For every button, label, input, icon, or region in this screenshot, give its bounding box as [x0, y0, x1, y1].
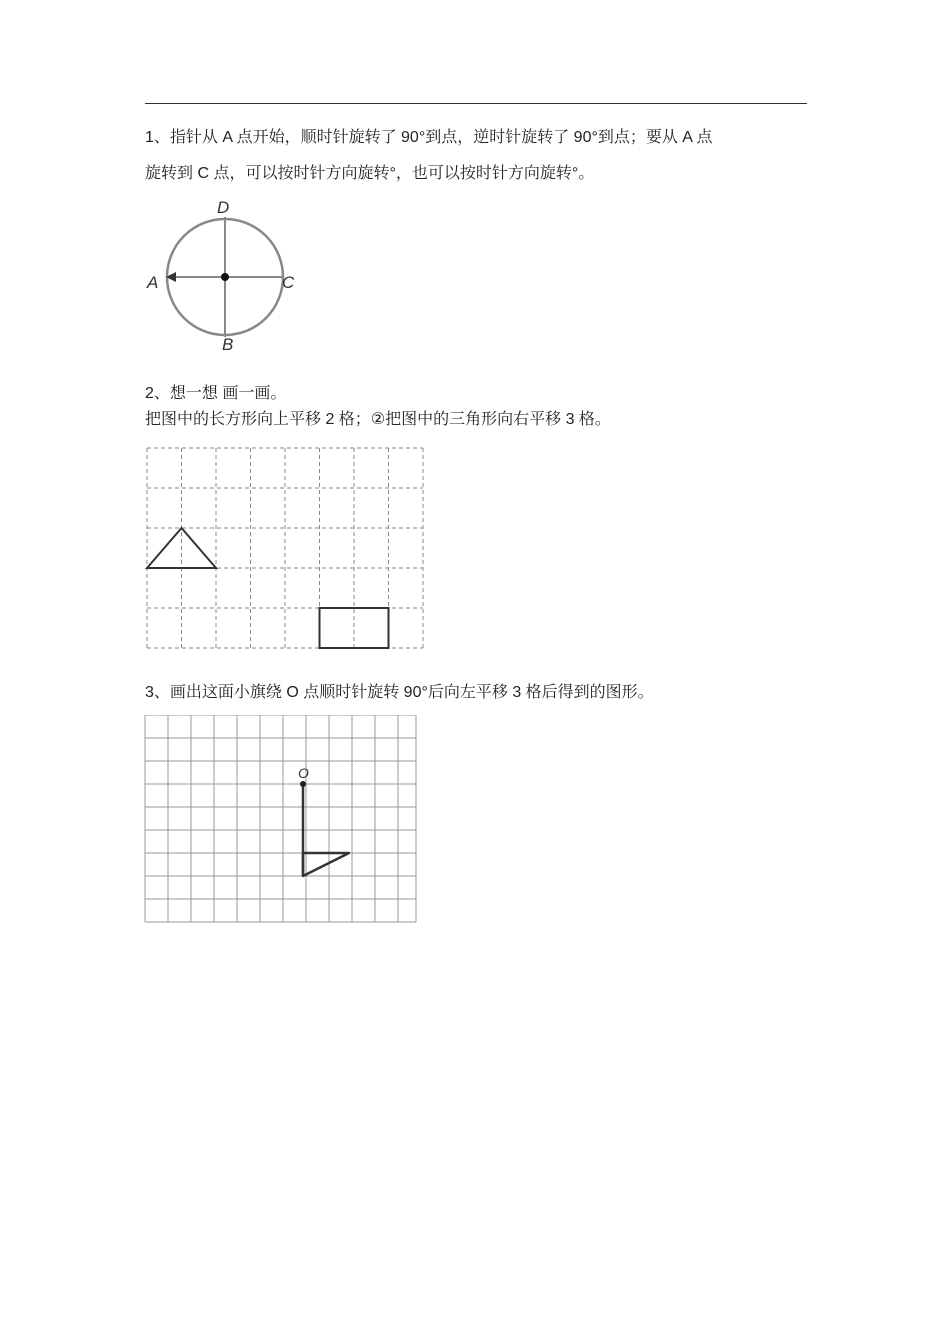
solid-grid [145, 715, 416, 922]
q2-text-line2: 把图中的长方形向上平移 2 格；②把图中的三角形向右平移 3 格。 [145, 411, 611, 428]
dashed-grid [147, 448, 423, 648]
center-dot [221, 273, 229, 281]
q1-clock-figure [140, 195, 310, 355]
label-d: D [217, 198, 230, 217]
flag-triangle [303, 853, 349, 876]
rectangle-shape [320, 608, 389, 648]
point-o-label: O [298, 765, 309, 781]
q3-grid-figure [143, 715, 419, 923]
label-c: C [282, 273, 295, 292]
q2-grid-figure [145, 446, 427, 651]
q1-text-line2: 旋转到 C 点，可以按时针方向旋转°，也可以按时针方向旋转°。 [145, 165, 595, 182]
q3-text-line1: 3、画出这面小旗绕 O 点顺时针旋转 90°后向左平移 3 格后得到的图形。 [145, 684, 654, 701]
q1-text-line1: 1、指针从 A 点开始，顺时针旋转了 90°到点，逆时针旋转了 90°到点；要从 A 点 [145, 129, 713, 146]
q2-text-line1: 2、想一想 画一画。 [145, 385, 287, 402]
label-a: A [147, 273, 159, 292]
point-o-dot [300, 781, 306, 787]
label-b: B [222, 335, 234, 354]
header-rule [145, 103, 807, 104]
